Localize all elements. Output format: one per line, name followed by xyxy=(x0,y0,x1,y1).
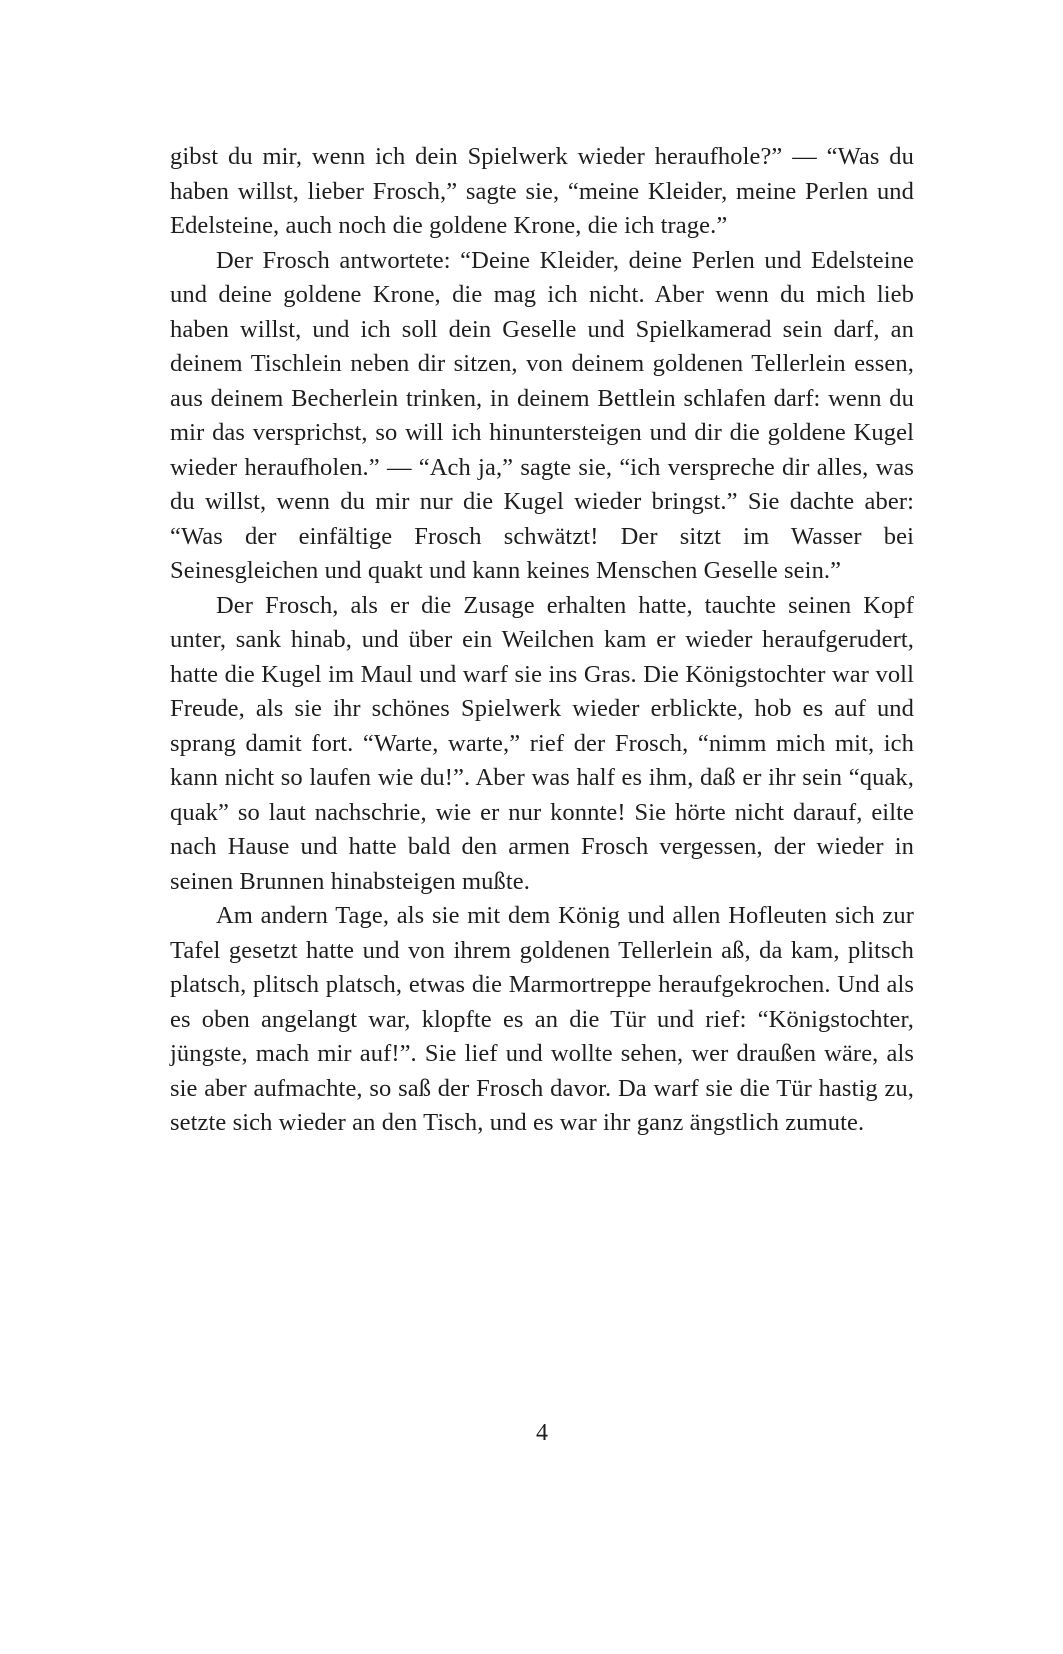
paragraph-next-day: Am andern Tage, als sie mit dem König und allen Hofleuten sich zur Tafel gesetzt hatte und von ihrem goldenen Tellerlein aß, da kam, plitsch platsch, plitsch platsch, etwas die Marmortreppe heraufgekrochen. Und als es oben angelangt war, klopfte es an die Tür und rief: “Königstochter, jüngste, mach mir auf!”. Sie lief und wollte sehen, wer draußen wäre, als sie aber aufmachte, so saß der Frosch davor. Da warf sie die Tür hastig zu, setzte sich wieder an den Tisch, und es war ihr ganz ängstlich zumute. xyxy=(170,902,914,1136)
paragraph-frog-answer: Der Frosch antwortete: “Deine Kleider, deine Perlen und Edelsteine und deine goldene Krone, die mag ich nicht. Aber wenn du mich lieb haben willst, und ich soll dein Geselle und Spielkamerad sein darf, an deinem Tischlein neben dir sitzen, von deinem goldenen Tellerlein essen, aus deinem Becherlein trinken, in deinem Bettlein schlafen darf: wenn du mir das versprichst, so will ich hinuntersteigen und dir die goldene Kugel wieder heraufholen.” — “Ach ja,” sagte sie, “ich verspreche dir alles, was du willst, wenn du mir nur die Kugel wieder bringst.” Sie dachte aber: “Was der einfältige Frosch schwätzt! Der sitzt im Wasser bei Seinesgleichen und quakt und kann keines Menschen Geselle sein.” xyxy=(170,246,914,584)
paragraph-frog-retrieves-ball: Der Frosch, als er die Zusage erhalten hatte, tauchte seinen Kopf unter, sank hinab, und über ein Weilchen kam er wieder heraufgerudert, hatte die Kugel im Maul und warf sie ins Gras. Die Königstochter war voll Freude, als sie ihr schönes Spielwerk wieder erblickte, hob es auf und sprang damit fort. “Warte, warte,” rief der Frosch, “nimm mich mit, ich kann nicht so laufen wie du!”. Aber was half es ihm, daß er ihr sein “quak, quak” so laut nachschrie, wie er nur konnte! Sie hörte nicht darauf, eilte nach Hause und hatte bald den armen Frosch vergessen, der wieder in seinen Brunnen hinabsteigen mußte. xyxy=(170,591,914,895)
page-text xyxy=(170,140,914,1141)
paragraph-continuation: gibst du mir, wenn ich dein Spielwerk wieder heraufhole?” — “Was du haben willst, lieber Frosch,” sagte sie, “meine Kleider, meine Perlen und Edelsteine, auch noch die goldene Krone, die ich trage.” xyxy=(170,143,914,239)
page-number: 4 xyxy=(536,1420,548,1446)
